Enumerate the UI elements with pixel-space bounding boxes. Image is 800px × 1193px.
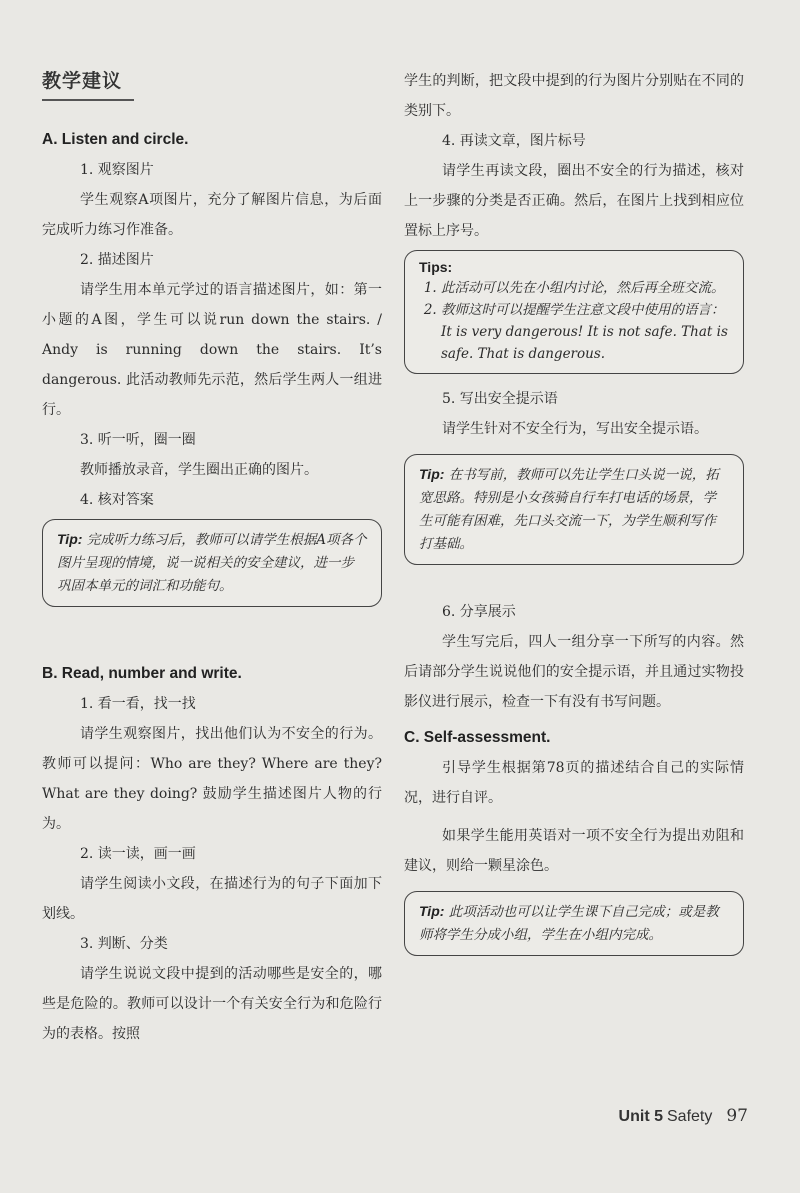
b-tips-item: 2. 教师这时可以提醒学生注意文段中使用的语言：It is very dangerous! It is not safe. That is safe. That is dangerous. — [441, 299, 729, 365]
right-column — [404, 66, 744, 966]
b-step2-title: 2. 读一读，画一画 — [80, 846, 196, 862]
a-step2-text: 请学生用本单元学过的语言描述图片，如：第一小题的A图，学生可以说run down the stairs. / Andy is running down the stairs. It’s dangerous. 此活动教师先示范，然后学生两人一组进行。 — [42, 282, 382, 418]
section-a-title: A. Listen and circle. — [42, 131, 189, 148]
b-tips-item: 1. 此活动可以先在小组内讨论，然后再全班交流。 — [441, 277, 729, 299]
b-tips-label: Tips: — [419, 259, 453, 275]
b-step2-text: 请学生阅读小文段，在描述行为的句子下面加下划线。 — [42, 876, 382, 922]
c-para1: 引导学生根据第78页的描述结合自己的实际情况，进行自评。 — [404, 760, 744, 806]
b-step3-text: 请学生说说文段中提到的活动哪些是安全的，哪些是危险的。教师可以设计一个有关安全行为和危险行为的表格。按照 — [42, 966, 382, 1042]
a-tip-box — [42, 519, 382, 607]
b-step3-title: 3. 判断、分类 — [80, 936, 168, 952]
a-tip-label: Tip: — [57, 531, 83, 547]
page-heading: 教学建议 — [42, 66, 134, 101]
b-tip2-box — [404, 454, 744, 565]
page-number: 97 — [726, 1106, 748, 1126]
a-step1-text: 学生观察A项图片，充分了解图片信息，为后面完成听力练习作准备。 — [42, 192, 382, 238]
page-footer — [619, 1106, 748, 1126]
b-tip2-text: 在书写前，教师可以先让学生口头说一说，拓宽思路。特别是小女孩骑自行车打电话的场景，学生可能有困难，先口头交流一下，为学生顺利写作打基础。 — [419, 467, 719, 552]
c-tip-box — [404, 891, 744, 956]
b-step5-title: 5. 写出安全提示语 — [442, 391, 558, 407]
footer-unit: Unit 5 — [618, 1108, 663, 1125]
b-step6-title: 6. 分享展示 — [442, 604, 516, 620]
b-tip2-label: Tip: — [419, 466, 445, 482]
b-tips-box — [404, 250, 744, 374]
b-step4-title: 4. 再读文章，图片标号 — [442, 133, 586, 149]
b-step1-title: 1. 看一看，找一找 — [80, 696, 196, 712]
a-tip-text: 完成听力练习后，教师可以请学生根据A项各个图片呈现的情境，说一说相关的安全建议，进一步巩固本单元的词汇和功能句。 — [57, 532, 367, 594]
a-step3-text: 教师播放录音，学生圈出正确的图片。 — [80, 462, 318, 478]
b-step1-text: 请学生观察图片，找出他们认为不安全的行为。教师可以提问：Who are they? Where are they? What are they doing? 鼓励学生描述图片人物的行为。 — [42, 726, 382, 832]
a-step4-title: 4. 核对答案 — [80, 492, 154, 508]
c-para2: 如果学生能用英语对一项不安全行为提出劝阻和建议，则给一颗星涂色。 — [404, 828, 744, 874]
a-step2-title: 2. 描述图片 — [80, 252, 154, 268]
section-c-title: C. Self-assessment. — [404, 729, 551, 746]
section-b-title: B. Read, number and write. — [42, 665, 242, 682]
b-step4-text: 请学生再读文段，圈出不安全的行为描述，核对上一步骤的分类是否正确。然后，在图片上找到相应位置标上序号。 — [404, 163, 744, 239]
a-step3-title: 3. 听一听，圈一圈 — [80, 432, 196, 448]
c-tip-label: Tip: — [419, 903, 445, 919]
b-step3-continued: 学生的判断，把文段中提到的行为图片分别贴在不同的类别下。 — [404, 73, 744, 119]
a-step1-title: 1. 观察图片 — [80, 162, 154, 178]
footer-topic: Safety — [667, 1108, 713, 1125]
b-tips-list — [419, 277, 729, 365]
b-step5-text: 请学生针对不安全行为，写出安全提示语。 — [442, 421, 708, 437]
c-tip-text: 此项活动也可以让学生课下自己完成；或是教师将学生分成小组，学生在小组内完成。 — [419, 904, 719, 943]
left-column — [42, 66, 382, 1049]
b-step6-text: 学生写完后，四人一组分享一下所写的内容。然后请部分学生说说他们的安全提示语，并且通过实物投影仪进行展示，检查一下有没有书写问题。 — [404, 634, 744, 710]
